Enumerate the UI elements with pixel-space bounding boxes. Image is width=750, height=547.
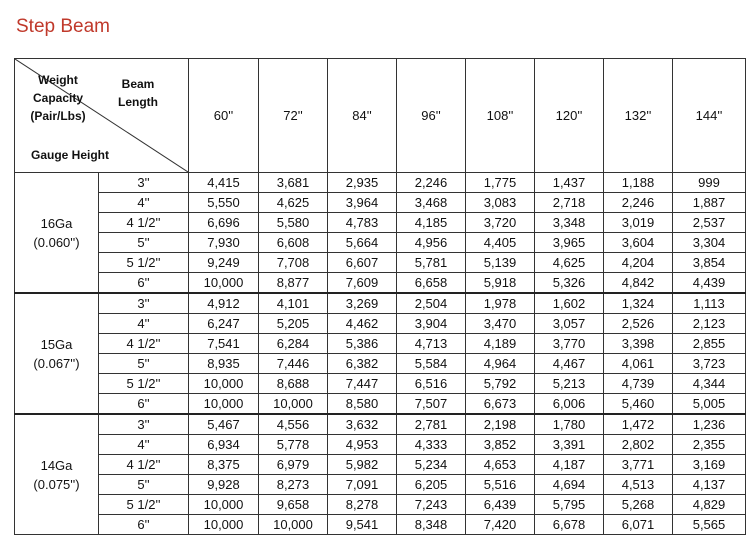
capacity-cell: 6,439: [466, 495, 535, 515]
capacity-cell: 4,953: [328, 435, 397, 455]
height-cell: 6'': [99, 273, 189, 294]
capacity-cell: 2,246: [397, 173, 466, 193]
gauge-cell: [15, 173, 99, 294]
capacity-table: [14, 58, 746, 535]
capacity-cell: 4,694: [535, 475, 604, 495]
gauge-thickness: (0.075''): [33, 476, 80, 492]
capacity-cell: 6,516: [397, 374, 466, 394]
length-header: 132'': [604, 59, 673, 173]
capacity-cell: 10,000: [189, 495, 259, 515]
capacity-cell: 5,918: [466, 273, 535, 294]
height-cell: 4 1/2'': [99, 455, 189, 475]
capacity-cell: 5,326: [535, 273, 604, 294]
table-row: [15, 374, 746, 394]
capacity-cell: 1,188: [604, 173, 673, 193]
beam-length-label: Beam Length: [118, 77, 158, 109]
capacity-cell: 1,236: [673, 414, 746, 435]
table-row: [15, 394, 746, 415]
capacity-cell: 3,604: [604, 233, 673, 253]
table-body: [15, 173, 746, 535]
capacity-cell: 5,565: [673, 515, 746, 535]
table-row: [15, 435, 746, 455]
capacity-cell: 5,213: [535, 374, 604, 394]
capacity-cell: 4,204: [604, 253, 673, 273]
gauge-thickness: (0.067''): [33, 355, 80, 371]
capacity-cell: 3,720: [466, 213, 535, 233]
gauge-cell: [15, 414, 99, 535]
capacity-cell: 1,602: [535, 293, 604, 314]
capacity-cell: 1,113: [673, 293, 746, 314]
capacity-cell: 6,284: [259, 334, 328, 354]
capacity-cell: 2,802: [604, 435, 673, 455]
capacity-cell: 5,550: [189, 193, 259, 213]
height-cell: 5 1/2'': [99, 253, 189, 273]
gauge-label: 16Ga: [40, 215, 73, 231]
capacity-cell: 2,123: [673, 314, 746, 334]
capacity-cell: 4,964: [466, 354, 535, 374]
length-header: 96'': [397, 59, 466, 173]
capacity-cell: 3,169: [673, 455, 746, 475]
capacity-cell: 4,137: [673, 475, 746, 495]
capacity-cell: 3,854: [673, 253, 746, 273]
table-row: [15, 253, 746, 273]
capacity-cell: 9,249: [189, 253, 259, 273]
capacity-cell: 5,778: [259, 435, 328, 455]
table-row: [15, 293, 746, 314]
capacity-cell: 2,355: [673, 435, 746, 455]
capacity-cell: 4,625: [259, 193, 328, 213]
capacity-cell: 5,139: [466, 253, 535, 273]
capacity-cell: 7,446: [259, 354, 328, 374]
capacity-cell: 5,664: [328, 233, 397, 253]
capacity-cell: 5,795: [535, 495, 604, 515]
capacity-cell: 7,420: [466, 515, 535, 535]
capacity-cell: 3,468: [397, 193, 466, 213]
capacity-cell: 6,673: [466, 394, 535, 415]
length-header: 144'': [673, 59, 746, 173]
capacity-cell: 4,415: [189, 173, 259, 193]
table-row: [15, 414, 746, 435]
capacity-cell: 5,781: [397, 253, 466, 273]
capacity-cell: 3,904: [397, 314, 466, 334]
capacity-cell: 8,375: [189, 455, 259, 475]
capacity-cell: 4,405: [466, 233, 535, 253]
capacity-cell: 1,978: [466, 293, 535, 314]
length-header: 108'': [466, 59, 535, 173]
capacity-cell: 6,607: [328, 253, 397, 273]
capacity-cell: 5,386: [328, 334, 397, 354]
capacity-cell: 6,979: [259, 455, 328, 475]
capacity-cell: 2,198: [466, 414, 535, 435]
weight-capacity-label: Weight Capacity (Pair/Lbs): [30, 73, 86, 123]
capacity-cell: 2,855: [673, 334, 746, 354]
capacity-cell: 9,658: [259, 495, 328, 515]
capacity-cell: 6,071: [604, 515, 673, 535]
capacity-cell: 4,556: [259, 414, 328, 435]
height-cell: 3'': [99, 414, 189, 435]
height-cell: 5'': [99, 233, 189, 253]
capacity-cell: 3,770: [535, 334, 604, 354]
capacity-cell: 4,333: [397, 435, 466, 455]
capacity-cell: 7,541: [189, 334, 259, 354]
height-cell: 4'': [99, 314, 189, 334]
table-row: [15, 213, 746, 233]
capacity-cell: 4,783: [328, 213, 397, 233]
capacity-cell: 2,504: [397, 293, 466, 314]
gauge-label: 15Ga: [40, 336, 73, 352]
capacity-cell: 5,792: [466, 374, 535, 394]
capacity-cell: 3,269: [328, 293, 397, 314]
height-cell: 4'': [99, 193, 189, 213]
capacity-cell: 7,091: [328, 475, 397, 495]
table-row: [15, 455, 746, 475]
capacity-cell: 4,467: [535, 354, 604, 374]
capacity-cell: 8,935: [189, 354, 259, 374]
capacity-cell: 6,382: [328, 354, 397, 374]
capacity-cell: 6,608: [259, 233, 328, 253]
capacity-cell: 3,019: [604, 213, 673, 233]
gauge-height-label: Gauge Height: [31, 148, 110, 162]
height-cell: 5 1/2'': [99, 374, 189, 394]
table-row: [15, 334, 746, 354]
capacity-cell: 5,467: [189, 414, 259, 435]
capacity-cell: 5,516: [466, 475, 535, 495]
capacity-cell: 4,713: [397, 334, 466, 354]
length-header: 72'': [259, 59, 328, 173]
height-cell: 4 1/2'': [99, 213, 189, 233]
capacity-cell: 9,541: [328, 515, 397, 535]
gauge-thickness: (0.060''): [33, 234, 80, 250]
capacity-cell: 6,658: [397, 273, 466, 294]
length-header: 84'': [328, 59, 397, 173]
capacity-cell: 4,912: [189, 293, 259, 314]
capacity-cell: 8,580: [328, 394, 397, 415]
capacity-cell: 1,324: [604, 293, 673, 314]
capacity-cell: 6,006: [535, 394, 604, 415]
capacity-cell: 5,205: [259, 314, 328, 334]
table-row: [15, 475, 746, 495]
gauge-cell: [15, 293, 99, 414]
capacity-cell: 4,513: [604, 475, 673, 495]
capacity-cell: 999: [673, 173, 746, 193]
capacity-cell: 2,935: [328, 173, 397, 193]
capacity-cell: 3,771: [604, 455, 673, 475]
capacity-cell: 3,964: [328, 193, 397, 213]
header-row: [15, 59, 746, 173]
capacity-cell: 2,526: [604, 314, 673, 334]
capacity-cell: 10,000: [259, 394, 328, 415]
capacity-cell: 4,625: [535, 253, 604, 273]
capacity-cell: 7,708: [259, 253, 328, 273]
capacity-cell: 4,344: [673, 374, 746, 394]
height-cell: 6'': [99, 394, 189, 415]
capacity-cell: 4,439: [673, 273, 746, 294]
capacity-cell: 1,437: [535, 173, 604, 193]
capacity-cell: 1,887: [673, 193, 746, 213]
capacity-cell: 5,005: [673, 394, 746, 415]
capacity-cell: 3,965: [535, 233, 604, 253]
capacity-cell: 5,460: [604, 394, 673, 415]
capacity-cell: 3,391: [535, 435, 604, 455]
capacity-cell: 2,781: [397, 414, 466, 435]
capacity-cell: 4,189: [466, 334, 535, 354]
capacity-cell: 8,273: [259, 475, 328, 495]
capacity-cell: 8,348: [397, 515, 466, 535]
table-row: [15, 173, 746, 193]
capacity-cell: 7,609: [328, 273, 397, 294]
capacity-cell: 4,462: [328, 314, 397, 334]
capacity-cell: 10,000: [189, 394, 259, 415]
capacity-cell: 1,472: [604, 414, 673, 435]
capacity-cell: 3,304: [673, 233, 746, 253]
table-row: [15, 233, 746, 253]
capacity-cell: 8,877: [259, 273, 328, 294]
height-cell: 4'': [99, 435, 189, 455]
capacity-cell: 2,718: [535, 193, 604, 213]
height-cell: 5'': [99, 354, 189, 374]
table-row: [15, 495, 746, 515]
capacity-cell: 9,928: [189, 475, 259, 495]
capacity-cell: 2,246: [604, 193, 673, 213]
capacity-cell: 7,507: [397, 394, 466, 415]
capacity-cell: 10,000: [189, 374, 259, 394]
capacity-cell: 3,348: [535, 213, 604, 233]
capacity-cell: 8,688: [259, 374, 328, 394]
capacity-cell: 3,470: [466, 314, 535, 334]
capacity-cell: 10,000: [189, 273, 259, 294]
table-row: [15, 193, 746, 213]
capacity-cell: 4,187: [535, 455, 604, 475]
table-row: [15, 314, 746, 334]
corner-header: [15, 59, 189, 173]
capacity-cell: 4,061: [604, 354, 673, 374]
capacity-cell: 6,247: [189, 314, 259, 334]
capacity-cell: 3,852: [466, 435, 535, 455]
capacity-cell: 3,057: [535, 314, 604, 334]
title-band: [0, 0, 750, 52]
capacity-cell: 4,829: [673, 495, 746, 515]
capacity-cell: 2,537: [673, 213, 746, 233]
capacity-cell: 3,398: [604, 334, 673, 354]
height-cell: 4 1/2'': [99, 334, 189, 354]
capacity-cell: 10,000: [259, 515, 328, 535]
capacity-cell: 5,982: [328, 455, 397, 475]
capacity-cell: 4,956: [397, 233, 466, 253]
table-row: [15, 515, 746, 535]
capacity-cell: 5,234: [397, 455, 466, 475]
capacity-cell: 4,842: [604, 273, 673, 294]
capacity-cell: 3,681: [259, 173, 328, 193]
table-row: [15, 273, 746, 294]
length-header: 120'': [535, 59, 604, 173]
capacity-cell: 4,653: [466, 455, 535, 475]
length-header: 60'': [189, 59, 259, 173]
capacity-cell: 7,930: [189, 233, 259, 253]
height-cell: 5 1/2'': [99, 495, 189, 515]
capacity-cell: 6,696: [189, 213, 259, 233]
height-cell: 3'': [99, 293, 189, 314]
capacity-cell: 1,780: [535, 414, 604, 435]
capacity-cell: 4,739: [604, 374, 673, 394]
height-cell: 3'': [99, 173, 189, 193]
capacity-cell: 7,243: [397, 495, 466, 515]
capacity-cell: 5,580: [259, 213, 328, 233]
capacity-cell: 1,775: [466, 173, 535, 193]
capacity-cell: 3,723: [673, 354, 746, 374]
height-cell: 5'': [99, 475, 189, 495]
page-title: Step Beam: [16, 16, 110, 37]
gauge-label: 14Ga: [40, 457, 73, 473]
capacity-cell: 4,101: [259, 293, 328, 314]
capacity-cell: 6,934: [189, 435, 259, 455]
table-row: [15, 354, 746, 374]
capacity-cell: 4,185: [397, 213, 466, 233]
capacity-cell: 3,083: [466, 193, 535, 213]
capacity-cell: 5,584: [397, 354, 466, 374]
capacity-cell: 6,205: [397, 475, 466, 495]
capacity-cell: 10,000: [189, 515, 259, 535]
capacity-cell: 5,268: [604, 495, 673, 515]
capacity-cell: 8,278: [328, 495, 397, 515]
height-cell: 6'': [99, 515, 189, 535]
capacity-cell: 7,447: [328, 374, 397, 394]
capacity-cell: 3,632: [328, 414, 397, 435]
capacity-cell: 6,678: [535, 515, 604, 535]
